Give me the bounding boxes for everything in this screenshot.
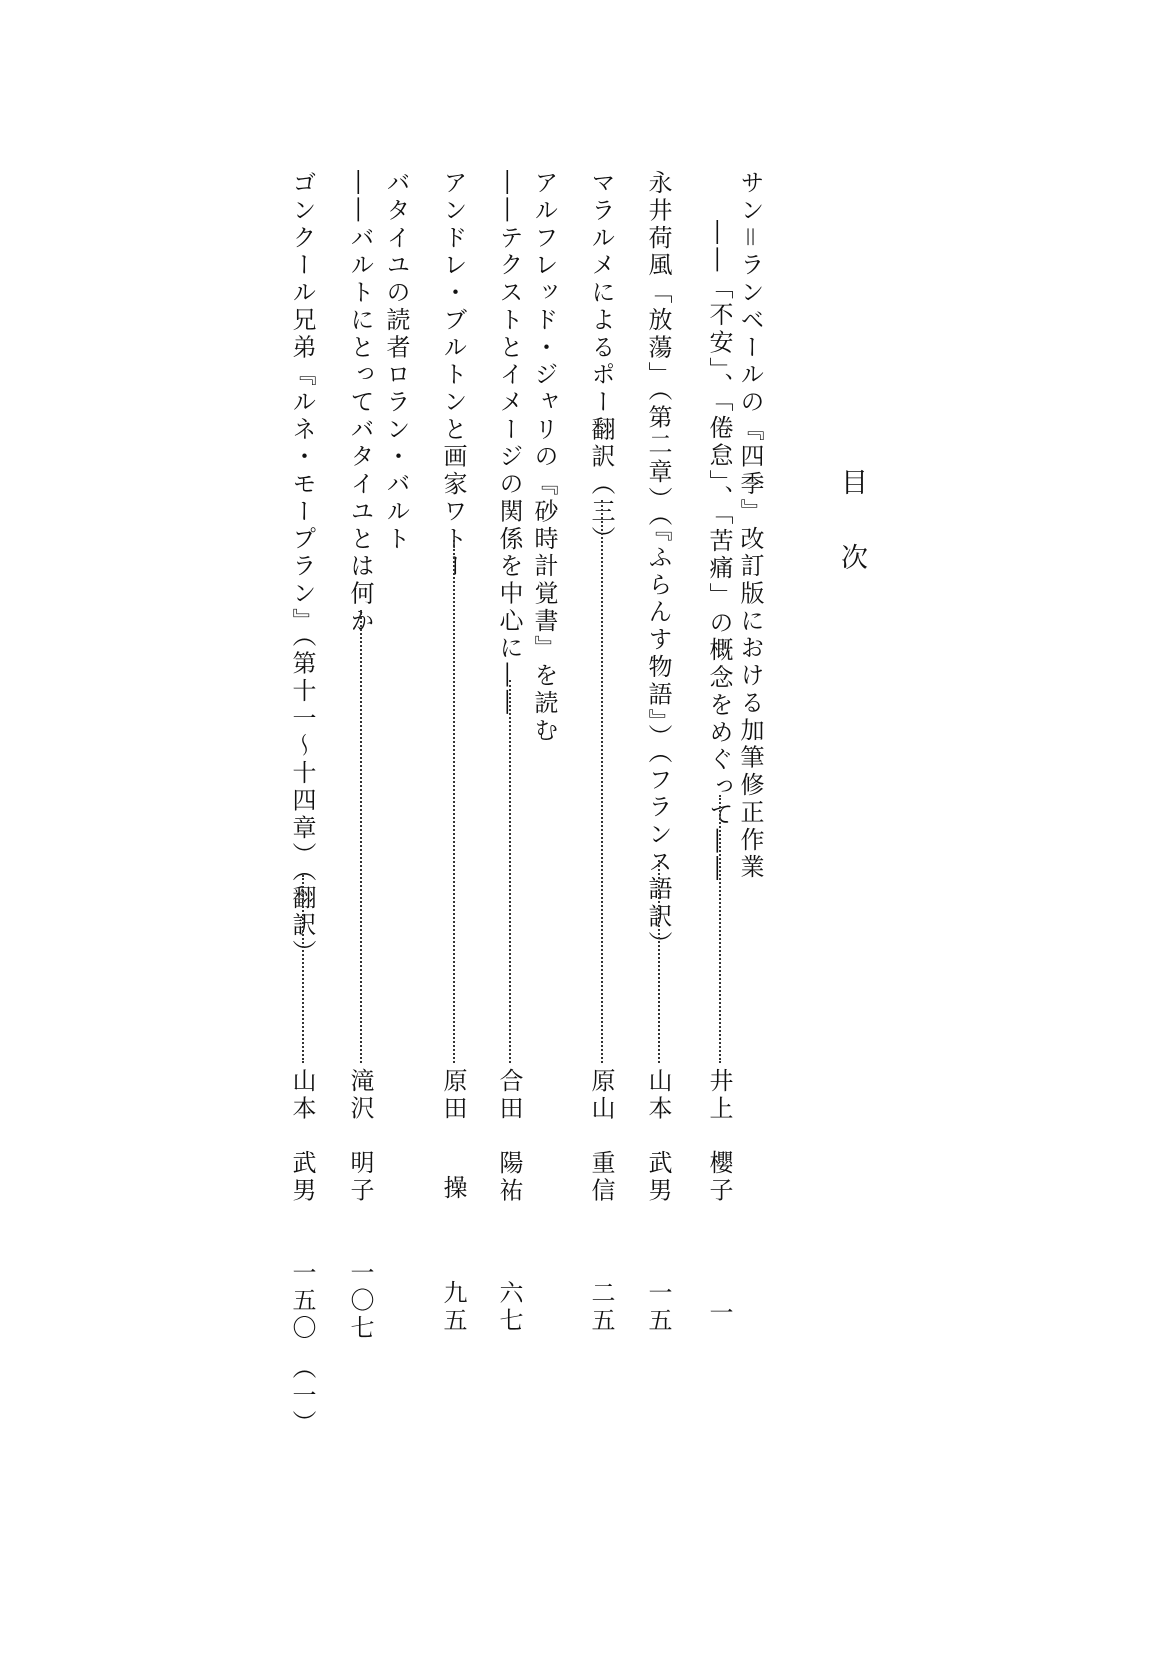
toc-entry-title: 永井荷風「放蕩」（第二章）（『ふらんす物語』）（フランス語訳） <box>644 170 672 959</box>
toc-author-given: 操 <box>439 1175 467 1203</box>
toc-author-given: 陽祐 <box>495 1150 523 1205</box>
toc-entry-title: サン＝ランベールの『四季』改訂版における加筆修正作業 <box>736 170 764 882</box>
toc-entry-title: ゴンクール兄弟『ルネ・モープラン』（第十一～十四章）（翻訳） <box>288 170 316 967</box>
toc-leader-dots <box>719 795 721 1063</box>
toc-heading-char-2: 次 <box>836 543 867 570</box>
toc-page-number: 六七 <box>495 1280 523 1335</box>
toc-leader-dots <box>509 680 511 1063</box>
toc-entry-subtitle: ――テクストとイメージの関係を中心に―― <box>495 170 523 718</box>
toc-heading-char-1: 目 <box>836 468 867 495</box>
toc-author-surname: 井上 <box>705 1068 733 1123</box>
toc-page-number: 一五 <box>644 1280 672 1335</box>
toc-entry-title: マラルメによるポー翻訳（三） <box>587 170 615 554</box>
toc-leader-dots <box>360 610 362 1063</box>
toc-leader-dots <box>658 860 660 1063</box>
toc-leader-dots <box>601 500 603 1063</box>
toc-entry-subtitle: ――「不安」、「倦怠」、「苦痛」の概念をめぐって―― <box>705 220 733 884</box>
toc-page-number: 一 <box>705 1300 733 1328</box>
toc-leader-dots <box>302 875 304 1063</box>
toc-author-given: 明子 <box>346 1150 374 1205</box>
toc-author-surname: 山本 <box>644 1068 672 1123</box>
toc-author-given: 櫻子 <box>705 1150 733 1205</box>
toc-author-surname: 合田 <box>495 1068 523 1123</box>
toc-page-number: 一五〇 <box>288 1260 316 1343</box>
toc-entry-subtitle: ――バルトにとってバタイユとは何か <box>346 170 374 636</box>
toc-page-number: 九五 <box>439 1280 467 1335</box>
toc-entry-title: アルフレッド・ジャリの『砂時計覚書』を読む <box>530 170 558 745</box>
toc-entry-title: アンドレ・ブルトンと画家ワトー <box>439 170 467 581</box>
toc-author-surname: 原田 <box>439 1068 467 1123</box>
toc-page-number: 二五 <box>587 1280 615 1335</box>
toc-author-surname: 原山 <box>587 1068 615 1123</box>
folio-number: （一） <box>288 1355 316 1438</box>
toc-author-given: 武男 <box>288 1150 316 1205</box>
toc-entry-title: バタイユの読者ロラン・バルト <box>382 170 410 554</box>
toc-author-surname: 山本 <box>288 1068 316 1123</box>
toc-author-given: 重信 <box>587 1150 615 1205</box>
toc-author-surname: 滝沢 <box>346 1068 374 1123</box>
toc-leader-dots <box>453 540 455 1063</box>
toc-author-given: 武男 <box>644 1150 672 1205</box>
toc-page-number: 一〇七 <box>346 1260 374 1343</box>
